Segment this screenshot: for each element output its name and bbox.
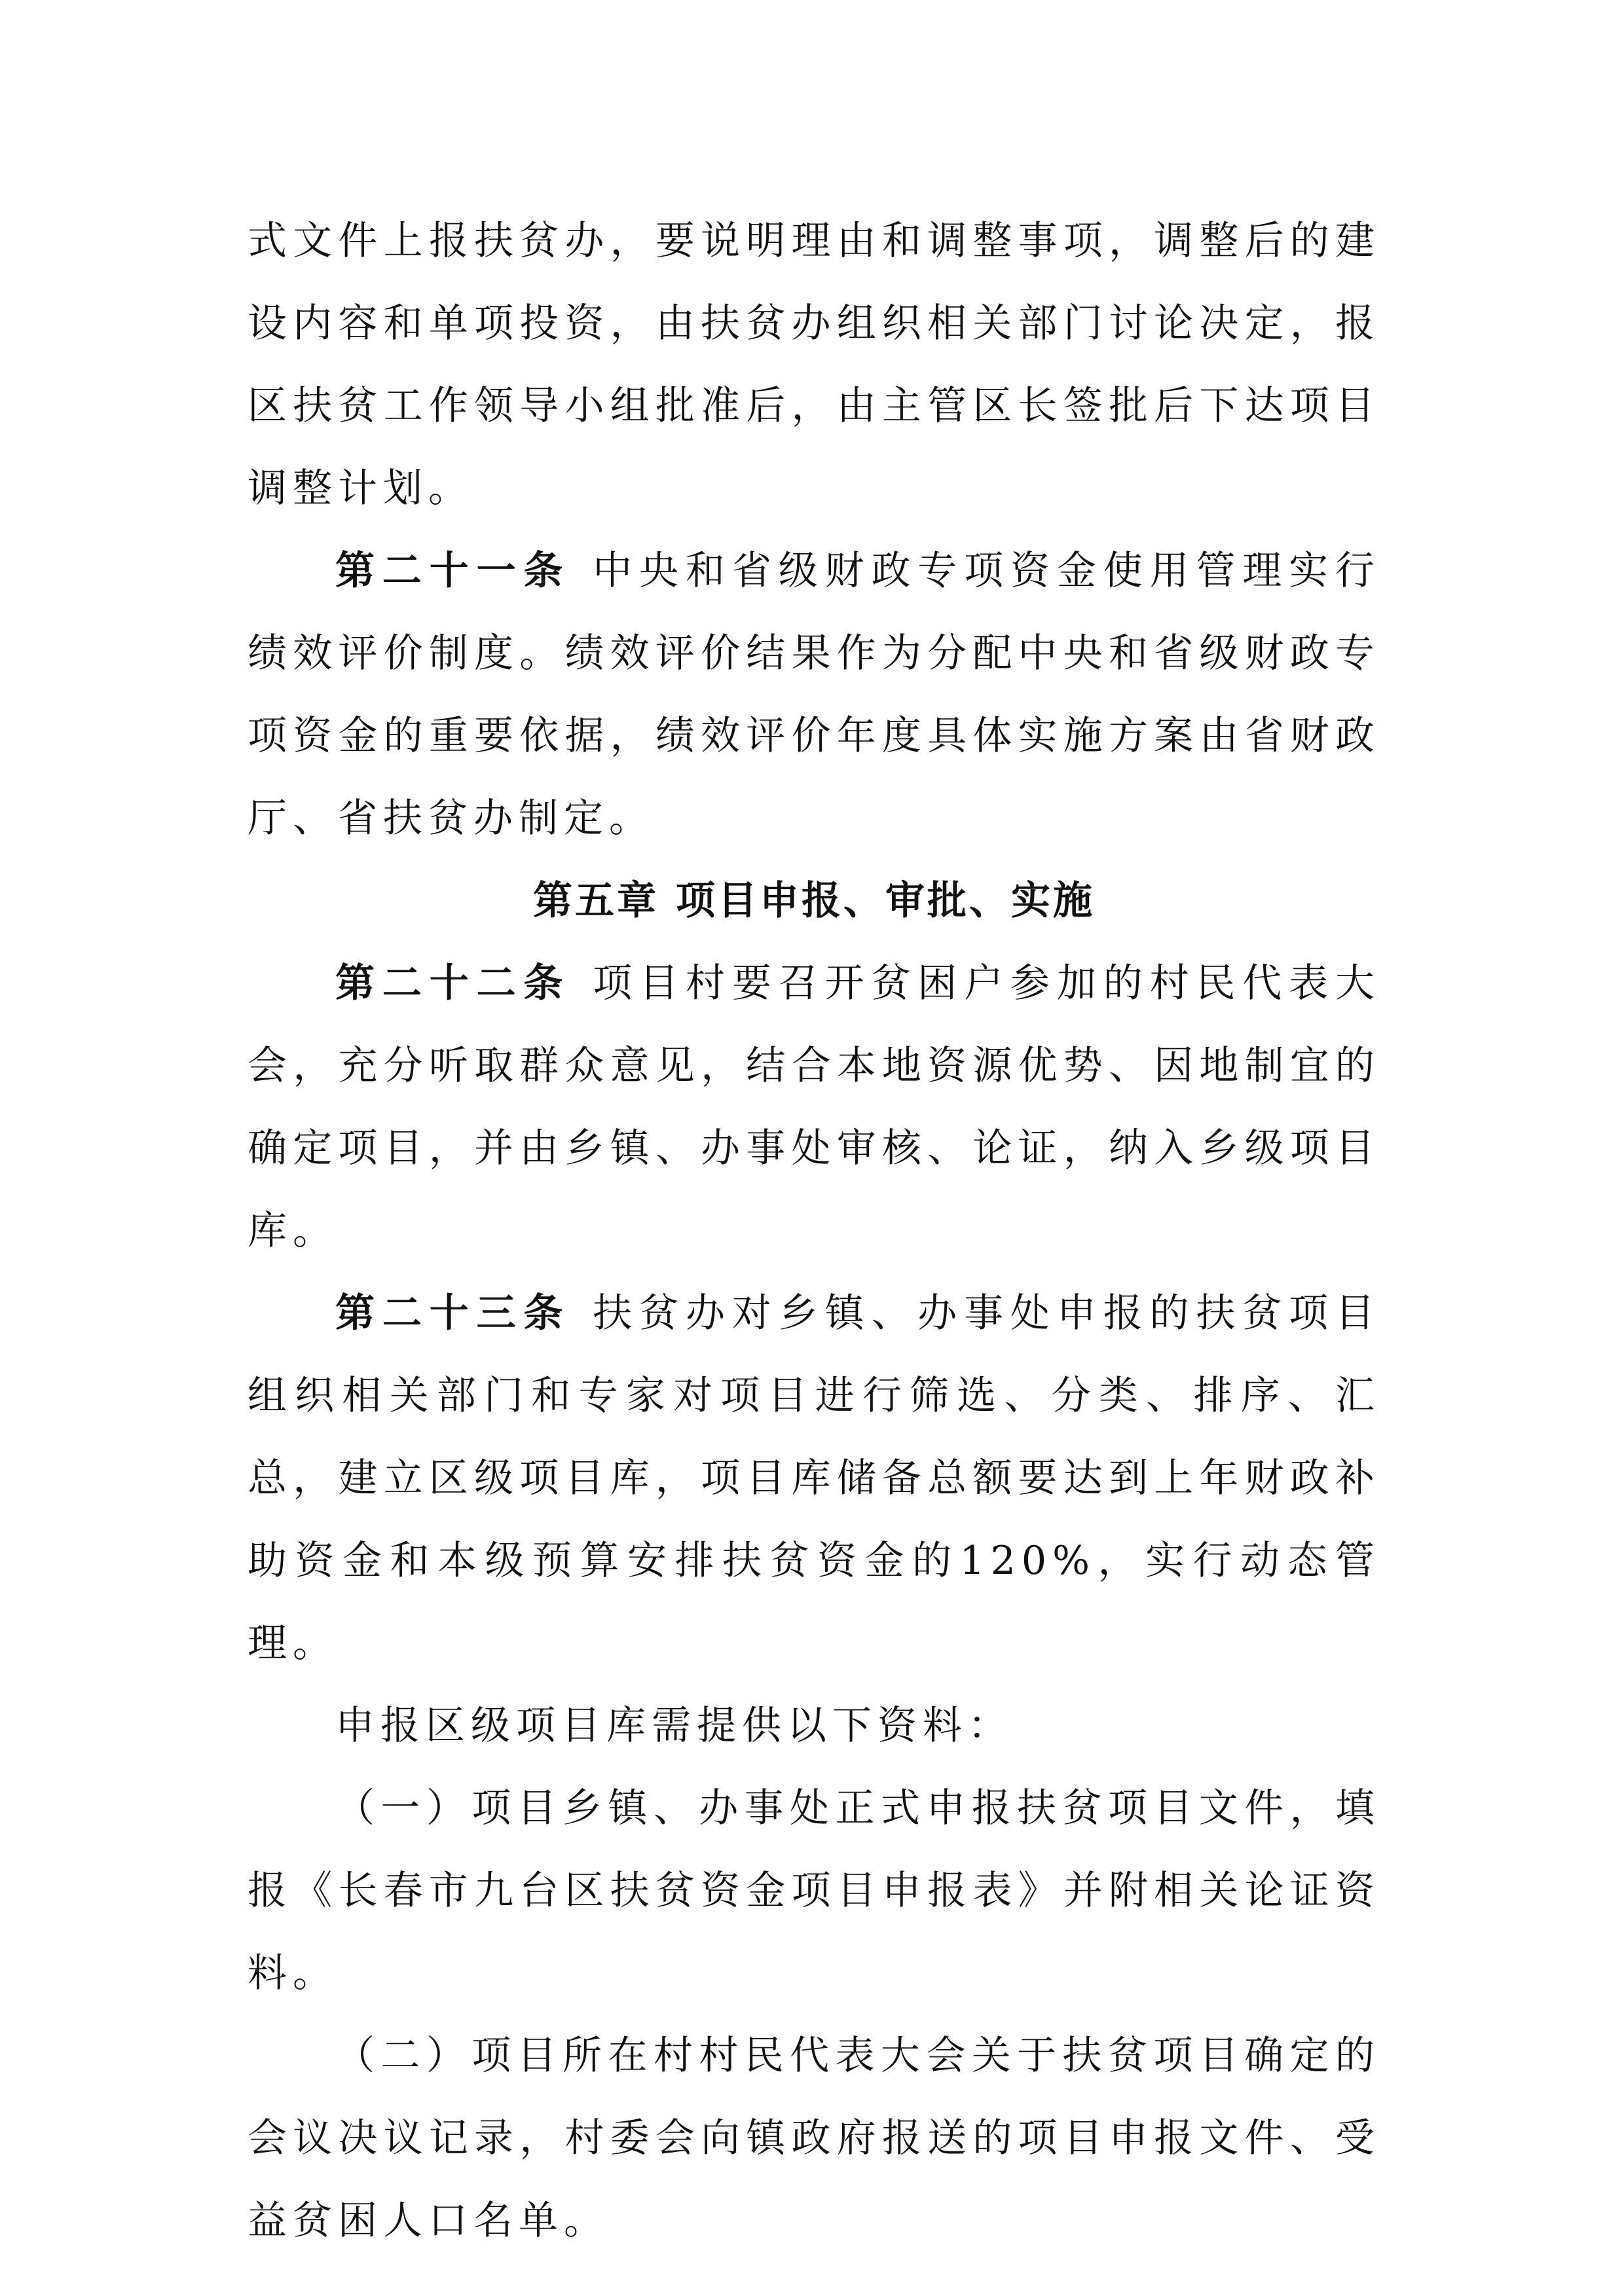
chapter-heading: [248, 860, 1380, 942]
article-23-paragraph: [248, 1272, 1380, 1685]
chapter-number: 第五章: [533, 878, 659, 924]
article-22-paragraph: [248, 942, 1380, 1272]
article-23-text: 扶贫办对乡镇、办事处申报的扶贫项目组织相关部门和专家对项目进行筛选、分类、排序、汇总，建立区级项目库，项目库储备总额要达到上年财政补助资金和本级预算安排扶贫资金的120%，实行动态管理。: [248, 1290, 1381, 1666]
article-22-text: 项目村要召开贫困户参加的村民代表大会，充分听取群众意见，结合本地资源优势、因地制宜的确定项目，并由乡镇、办事处审核、论证，纳入乡级项目库。: [248, 960, 1381, 1254]
continuation-paragraph: 式文件上报扶贫办，要说明理由和调整事项，调整后的建设内容和单项投资，由扶贫办组织相关部门讨论决定，报区扶贫工作领导小组批准后，由主管区长签批后下达项目调整计划。: [248, 218, 1380, 511]
article-22-number: 第二十二条: [335, 960, 571, 1006]
article-21-paragraph: [248, 530, 1380, 860]
chapter-title: 项目申报、审批、实施: [676, 878, 1095, 924]
document-body: [248, 200, 1380, 2262]
list-item-1: （一）项目乡镇、办事处正式申报扶贫项目文件，填报《长春市九台区扶贫资金项目申报表》并附相关论证资料。: [248, 1785, 1380, 1996]
article-21-number: 第二十一条: [335, 548, 571, 594]
article-21-text: 中央和省级财政专项资金使用管理实行绩效评价制度。绩效评价结果作为分配中央和省级财政专项资金的重要依据，绩效评价年度具体实施方案由省财政厅、省扶贫办制定。: [248, 548, 1381, 841]
list-item-2: （二）项目所在村村民代表大会关于扶贫项目确定的会议决议记录，村委会向镇政府报送的项目申报文件、受益贫困人口名单。: [248, 2033, 1380, 2244]
materials-intro: 申报区级项目库需提供以下资料：: [335, 1703, 1013, 1749]
article-23-number: 第二十三条: [335, 1290, 571, 1336]
